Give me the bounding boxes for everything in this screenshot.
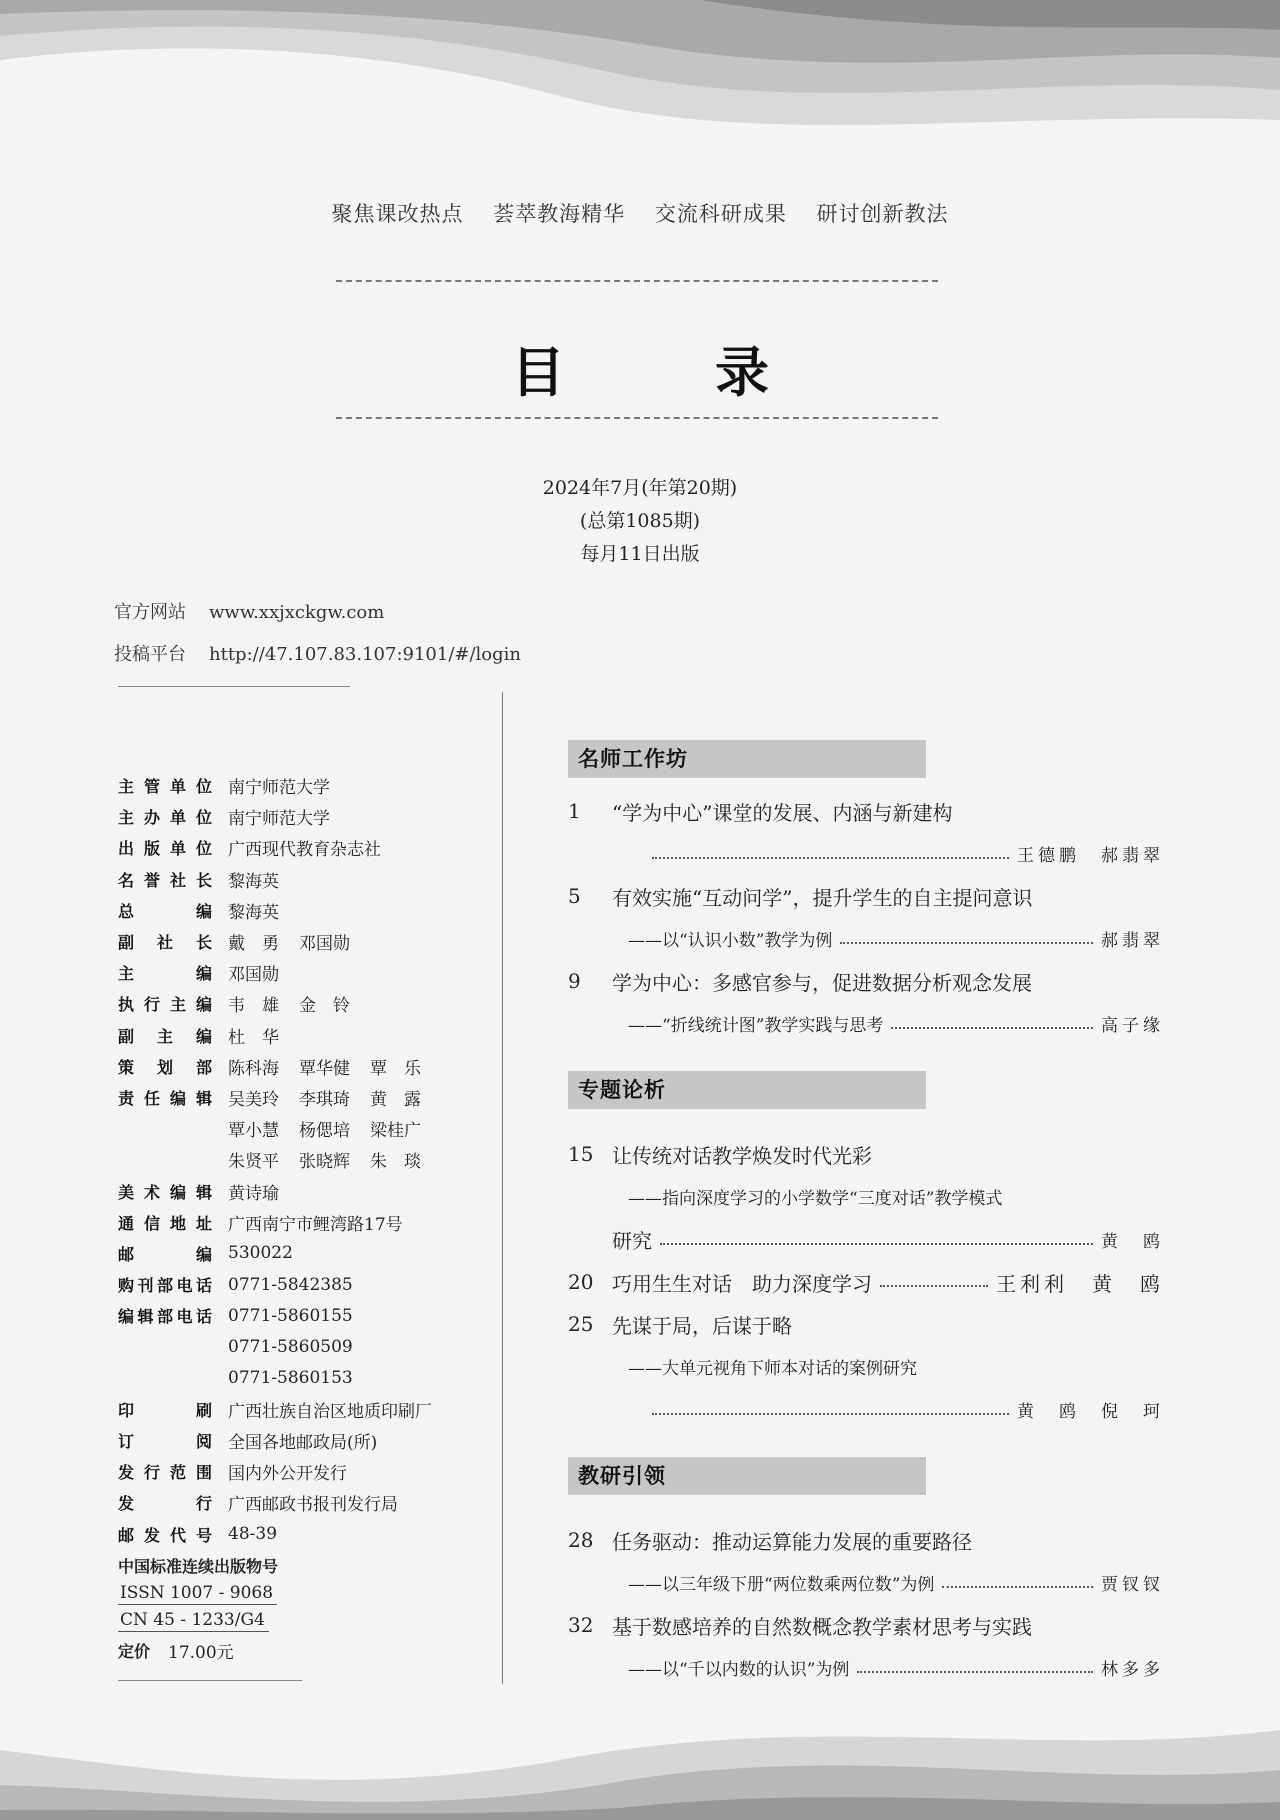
info-label-char: 管 xyxy=(143,777,160,797)
info-row xyxy=(118,1331,452,1362)
info-label-char: 单 xyxy=(169,777,186,797)
info-value xyxy=(228,1275,373,1295)
info-label-char: 邮 xyxy=(118,1244,135,1264)
info-row xyxy=(118,832,452,863)
info-label-char: 围 xyxy=(195,1463,212,1483)
info-label-char: 出 xyxy=(118,839,135,859)
info-label-char: 阅 xyxy=(195,1432,212,1452)
info-label-char: 行 xyxy=(143,1463,160,1483)
info-value-item: 0771-5842385 xyxy=(228,1274,353,1295)
toc-subtitle: ——“折线统计图”教学实践与思考 xyxy=(628,1016,884,1036)
info-label-char: 通 xyxy=(118,1213,135,1233)
toc-subline xyxy=(568,1175,1164,1218)
tagline-item: 荟萃教海精华 xyxy=(493,202,626,226)
info-value xyxy=(228,773,350,798)
toc-entry[interactable] xyxy=(568,1133,1164,1175)
info-label-char: 单 xyxy=(169,839,186,859)
page-title: 目 录 xyxy=(511,341,817,404)
toc-entry-title: 基于数感培养的自然数概念教学素材思考与实践 xyxy=(612,1614,1032,1639)
toc-subline xyxy=(568,1388,1164,1431)
toc-author: 黄 鸥 xyxy=(1101,1232,1164,1252)
info-bottom-rule xyxy=(118,1680,302,1681)
info-value-item: 0771-5860155 xyxy=(228,1305,353,1326)
info-label xyxy=(118,1398,212,1421)
info-label xyxy=(118,1086,212,1109)
info-value xyxy=(228,1397,452,1422)
section-spacer xyxy=(568,778,1164,790)
info-label xyxy=(118,1024,212,1047)
section-header: 名师工作坊 xyxy=(568,740,926,778)
tagline-item: 交流科研成果 xyxy=(654,202,787,226)
info-label xyxy=(118,992,212,1015)
info-value-item: 朱 琰 xyxy=(370,1152,421,1173)
info-value xyxy=(228,1116,441,1141)
info-row xyxy=(118,1082,452,1113)
toc-author: 王利利 黄 鸥 xyxy=(996,1271,1164,1296)
serial-label-row xyxy=(118,1550,452,1581)
dot-leader xyxy=(880,1285,988,1287)
info-value xyxy=(228,1337,373,1357)
info-row xyxy=(118,1175,452,1206)
info-label-char: 编 xyxy=(195,964,212,984)
info-value-item: 朱贤平 xyxy=(228,1152,279,1173)
info-value xyxy=(228,1459,367,1484)
toc-subtitle: ——大单元视角下师本对话的案例研究 xyxy=(628,1359,917,1379)
toc-entry[interactable] xyxy=(568,790,1164,832)
toc-entry[interactable] xyxy=(568,875,1164,917)
issue-total: (总第1085期) xyxy=(579,510,701,532)
info-row xyxy=(118,1144,452,1175)
toc-author: 高子缘 xyxy=(1101,1016,1164,1036)
info-value-item: 黄 露 xyxy=(370,1089,421,1110)
info-value-item: 48-39 xyxy=(228,1524,278,1545)
info-row xyxy=(118,1020,452,1051)
dashed-divider-bottom xyxy=(336,417,938,419)
info-row xyxy=(118,1207,452,1238)
info-row xyxy=(118,988,452,1019)
info-label-char: 址 xyxy=(195,1213,212,1233)
info-label-char: 编 xyxy=(118,1307,135,1327)
info-row xyxy=(118,1238,452,1269)
info-value xyxy=(228,804,350,829)
column-divider xyxy=(502,692,503,1684)
info-label-char: 责 xyxy=(118,1088,135,1108)
cn-row xyxy=(118,1607,452,1635)
submit-label: 投稿平台 xyxy=(114,644,186,665)
info-label-char: 电 xyxy=(176,1307,193,1327)
info-value-item: 广西南宁市鲤湾路17号 xyxy=(228,1214,403,1235)
info-row xyxy=(118,1425,452,1456)
toc-entry[interactable] xyxy=(568,1604,1164,1646)
info-row xyxy=(118,1051,452,1082)
info-value-item: 广西现代教育杂志社 xyxy=(228,840,381,861)
info-value xyxy=(228,1490,418,1515)
info-value xyxy=(228,1428,397,1453)
toc-subtitle: ——以“千以内数的认识”为例 xyxy=(628,1660,850,1680)
info-value-item: 覃 乐 xyxy=(370,1058,421,1079)
info-value xyxy=(228,1368,373,1388)
info-label-char: 部 xyxy=(156,1276,173,1296)
toc-page-number: 15 xyxy=(568,1142,594,1166)
info-label-char: 行 xyxy=(195,1494,212,1514)
info-label-char: 电 xyxy=(176,1276,193,1296)
info-row xyxy=(118,1300,452,1331)
toc-entry[interactable] xyxy=(568,1303,1164,1345)
dot-leader xyxy=(652,857,1009,859)
info-label-char: 代 xyxy=(169,1525,186,1545)
info-label xyxy=(118,1242,212,1265)
info-label xyxy=(118,1304,212,1327)
info-label xyxy=(118,1491,212,1514)
info-row xyxy=(118,1487,452,1518)
toc-author: 郝翡翠 xyxy=(1101,931,1164,951)
info-row xyxy=(118,1394,452,1425)
info-label-char: 邮 xyxy=(118,1525,135,1545)
issue-date: 2024年7月(年第20期) xyxy=(542,477,738,499)
info-label-char: 行 xyxy=(143,995,160,1015)
info-label-char: 单 xyxy=(169,808,186,828)
dot-leader xyxy=(840,942,1093,944)
info-label-char: 长 xyxy=(195,933,212,953)
toc-subtitle: 研究 xyxy=(612,1229,652,1253)
info-value xyxy=(228,960,299,985)
info-label-char: 刊 xyxy=(137,1276,154,1296)
info-value-item: 戴 勇 xyxy=(228,934,279,955)
info-value-item: 黎海英 xyxy=(228,902,279,923)
info-value-item: 韦 雄 xyxy=(228,996,279,1017)
dot-leader xyxy=(652,1413,1009,1415)
toc-subline xyxy=(568,917,1164,960)
info-label-char: 发 xyxy=(118,1494,135,1514)
toc-entry-title: “学为中心”课堂的发展、内涵与新建构 xyxy=(612,800,953,825)
info-label xyxy=(118,1273,212,1296)
info-value-item: 覃小慧 xyxy=(228,1121,279,1142)
section-header: 专题论析 xyxy=(568,1071,926,1109)
tagline xyxy=(0,198,1280,228)
info-label xyxy=(118,1180,212,1203)
info-value-item: 张晓辉 xyxy=(299,1152,350,1173)
info-row xyxy=(118,770,452,801)
info-row xyxy=(118,957,452,988)
site-label: 官方网站 xyxy=(114,602,186,623)
info-label-char: 主 xyxy=(118,777,135,797)
toc-subline xyxy=(568,1345,1164,1388)
info-label-char: 位 xyxy=(195,839,212,859)
toc-page-number: 25 xyxy=(568,1312,594,1336)
info-label-char: 美 xyxy=(118,1182,135,1202)
submit-url[interactable]: http://47.107.83.107:9101/#/login xyxy=(209,644,522,665)
info-label-char: 社 xyxy=(156,933,173,953)
info-row xyxy=(118,864,452,895)
issn: ISSN 1007 - 9068 xyxy=(118,1583,277,1605)
dashed-divider-top xyxy=(336,280,938,282)
info-label-char: 辑 xyxy=(195,1182,212,1202)
toc-entry-title: 让传统对话教学焕发时代光彩 xyxy=(612,1143,872,1168)
info-label-char: 编 xyxy=(195,1244,212,1264)
toc-subline xyxy=(568,1646,1164,1689)
table-of-contents xyxy=(568,740,1164,1689)
dot-leader xyxy=(942,1586,1093,1588)
info-value-item: 广西壮族自治区地质印刷厂 xyxy=(228,1401,432,1422)
info-label-char: 编 xyxy=(195,1026,212,1046)
info-label-char: 策 xyxy=(118,1057,135,1077)
info-label-char: 信 xyxy=(143,1213,160,1233)
info-value-item: 0771-5860153 xyxy=(228,1368,353,1389)
toc-author: 王德鹏 郝翡翠 xyxy=(1017,846,1164,866)
info-label-char: 名 xyxy=(118,870,135,890)
section-spacer xyxy=(568,1495,1164,1519)
site-url[interactable]: www.xxjxckgw.com xyxy=(209,602,385,623)
info-label-char: 主 xyxy=(118,964,135,984)
price-label: 定价 xyxy=(118,1641,151,1661)
serial-label: 中国标准连续出版物号 xyxy=(118,1556,279,1576)
info-top-rule xyxy=(118,686,350,687)
tagline-item: 研讨创新教法 xyxy=(816,202,949,226)
info-label-char: 副 xyxy=(118,1026,135,1046)
info-label xyxy=(118,1460,212,1483)
toc-entry-title: 先谋于局，后谋于略 xyxy=(612,1313,792,1338)
info-label-char: 誉 xyxy=(143,870,160,890)
toc-subline xyxy=(568,832,1164,875)
info-value xyxy=(228,1023,299,1048)
info-label-char: 地 xyxy=(169,1213,186,1233)
info-label-char: 位 xyxy=(195,777,212,797)
info-label-char: 编 xyxy=(195,901,212,921)
info-row xyxy=(118,926,452,957)
info-value-item: 南宁师范大学 xyxy=(228,809,330,830)
info-label-char: 主 xyxy=(169,995,186,1015)
info-value xyxy=(228,1179,299,1204)
info-label-char: 订 xyxy=(118,1432,135,1452)
publication-info xyxy=(118,770,452,1681)
toc-page-number: 5 xyxy=(568,884,581,908)
info-value-item: 金 铃 xyxy=(299,996,350,1017)
info-label xyxy=(118,930,212,953)
info-label-char: 办 xyxy=(143,808,160,828)
bottom-swoosh-decoration xyxy=(0,1690,1280,1820)
info-value xyxy=(228,1210,423,1235)
info-row xyxy=(118,1269,452,1300)
toc-subline xyxy=(568,1002,1164,1045)
info-label-char: 话 xyxy=(195,1276,212,1296)
info-label-char: 号 xyxy=(195,1525,212,1545)
info-row xyxy=(118,1113,452,1144)
toc-entry-title: 有效实施“互动问学”，提升学生的自主提问意识 xyxy=(612,885,1033,910)
price-row xyxy=(118,1635,452,1666)
toc-author: 贾钗钗 xyxy=(1101,1575,1164,1595)
info-label xyxy=(118,1055,212,1078)
info-label-char: 总 xyxy=(118,901,135,921)
info-label-char: 辑 xyxy=(195,1088,212,1108)
info-value-item: 杜 华 xyxy=(228,1027,279,1048)
info-value xyxy=(228,1524,297,1544)
info-value xyxy=(228,1085,441,1110)
info-label xyxy=(118,961,212,984)
info-value xyxy=(228,1054,441,1079)
info-value xyxy=(228,835,401,860)
info-value-item: 0771-5860509 xyxy=(228,1336,353,1357)
info-label xyxy=(118,805,212,828)
info-value xyxy=(228,991,370,1016)
tagline-item: 聚焦课改热点 xyxy=(331,202,464,226)
info-value-item: 全国各地邮政局(所) xyxy=(228,1433,378,1454)
info-label-char: 印 xyxy=(118,1400,135,1420)
info-value xyxy=(228,1243,313,1263)
dot-leader xyxy=(660,1243,1093,1245)
info-label-char: 部 xyxy=(156,1307,173,1327)
toc-entry[interactable] xyxy=(568,1519,1164,1561)
info-row xyxy=(118,1456,452,1487)
toc-page-number: 20 xyxy=(568,1270,594,1294)
info-label-char: 主 xyxy=(156,1026,173,1046)
info-label xyxy=(118,868,212,891)
dot-leader xyxy=(857,1671,1093,1673)
dot-leader xyxy=(891,1027,1093,1029)
info-label-char: 购 xyxy=(118,1276,135,1296)
info-value xyxy=(228,1147,441,1172)
info-label-char: 范 xyxy=(169,1463,186,1483)
toc-author: 林多多 xyxy=(1101,1660,1164,1680)
info-value-item: 广西邮政书报刊发行局 xyxy=(228,1495,398,1516)
toc-subtitle: ——以“认识小数”教学为例 xyxy=(628,931,833,951)
toc-subline xyxy=(568,1561,1164,1604)
info-label xyxy=(118,774,212,797)
toc-page-number: 9 xyxy=(568,969,581,993)
info-label-char: 发 xyxy=(143,1525,160,1545)
info-value-item: 530022 xyxy=(228,1243,293,1264)
info-label-char: 任 xyxy=(143,1088,160,1108)
info-row xyxy=(118,895,452,926)
info-value xyxy=(228,929,370,954)
info-label-char: 编 xyxy=(195,995,212,1015)
info-value-item: 邓国勋 xyxy=(299,934,350,955)
info-label-char: 部 xyxy=(195,1057,212,1077)
info-value xyxy=(228,867,299,892)
toc-author: 黄 鸥 倪 珂 xyxy=(1017,1402,1164,1422)
cn-number: CN 45 - 1233/G4 xyxy=(118,1610,269,1632)
info-label xyxy=(118,1429,212,1452)
info-label-char: 术 xyxy=(143,1182,160,1202)
info-row xyxy=(118,1363,452,1394)
info-value-item: 陈科海 xyxy=(228,1058,279,1079)
info-value-item: 梁桂广 xyxy=(370,1121,421,1142)
info-label xyxy=(118,1523,212,1546)
info-label-char: 话 xyxy=(195,1307,212,1327)
info-label-char: 编 xyxy=(169,1088,186,1108)
info-value-item: 南宁师范大学 xyxy=(228,778,330,799)
info-label-char: 社 xyxy=(169,870,186,890)
toc-entry[interactable] xyxy=(568,1261,1164,1303)
toc-entry[interactable] xyxy=(568,960,1164,1002)
toc-page-number: 1 xyxy=(568,799,581,823)
info-label-char: 辑 xyxy=(137,1307,154,1327)
info-label xyxy=(118,836,212,859)
info-label-char: 副 xyxy=(118,933,135,953)
toc-subtitle: ——以三年级下册“两位数乘两位数”为例 xyxy=(628,1575,935,1595)
info-value-item: 吴美玲 xyxy=(228,1089,279,1110)
info-label xyxy=(118,899,212,922)
info-value-item: 覃华健 xyxy=(299,1058,350,1079)
info-row xyxy=(118,1519,452,1550)
info-value xyxy=(228,1306,373,1326)
info-value-item: 黎海英 xyxy=(228,871,279,892)
issue-info xyxy=(0,472,1280,571)
toc-entry-title: 巧用生生对话 助力深度学习 xyxy=(612,1271,872,1296)
info-label-char: 位 xyxy=(195,808,212,828)
toc-entry-title: 任务驱动：推动运算能力发展的重要路径 xyxy=(612,1529,972,1554)
info-label xyxy=(118,1211,212,1234)
info-value-item: 杨偲培 xyxy=(299,1121,350,1142)
info-label-char: 主 xyxy=(118,808,135,828)
issue-schedule: 每月11日出版 xyxy=(580,543,700,565)
info-label-char: 发 xyxy=(118,1463,135,1483)
issn-row xyxy=(118,1581,452,1607)
info-value-item: 国内外公开发行 xyxy=(228,1464,347,1485)
info-label-char: 版 xyxy=(143,839,160,859)
top-swoosh-decoration xyxy=(0,0,1280,190)
section-spacer xyxy=(568,1109,1164,1133)
toc-subtitle: ——指向深度学习的小学数学“三度对话”教学模式 xyxy=(628,1189,1003,1209)
info-value xyxy=(228,898,299,923)
web-info xyxy=(114,592,521,676)
info-label-char: 划 xyxy=(156,1057,173,1077)
toc-entry-title: 学为中心：多感官参与，促进数据分析观念发展 xyxy=(612,970,1032,995)
info-label-char: 长 xyxy=(195,870,212,890)
info-value-item: 邓国勋 xyxy=(228,965,279,986)
toc-subline xyxy=(568,1218,1164,1261)
toc-page-number: 28 xyxy=(568,1528,594,1552)
section-header: 教研引领 xyxy=(568,1457,926,1495)
info-row xyxy=(118,801,452,832)
price: 17.00元 xyxy=(168,1642,234,1663)
info-value-item: 黄诗瑜 xyxy=(228,1183,279,1204)
toc-page-number: 32 xyxy=(568,1613,594,1637)
info-label-char: 刷 xyxy=(195,1400,212,1420)
info-label-char: 执 xyxy=(118,995,135,1015)
info-label-char: 编 xyxy=(169,1182,186,1202)
info-value-item: 李琪琦 xyxy=(299,1089,350,1110)
